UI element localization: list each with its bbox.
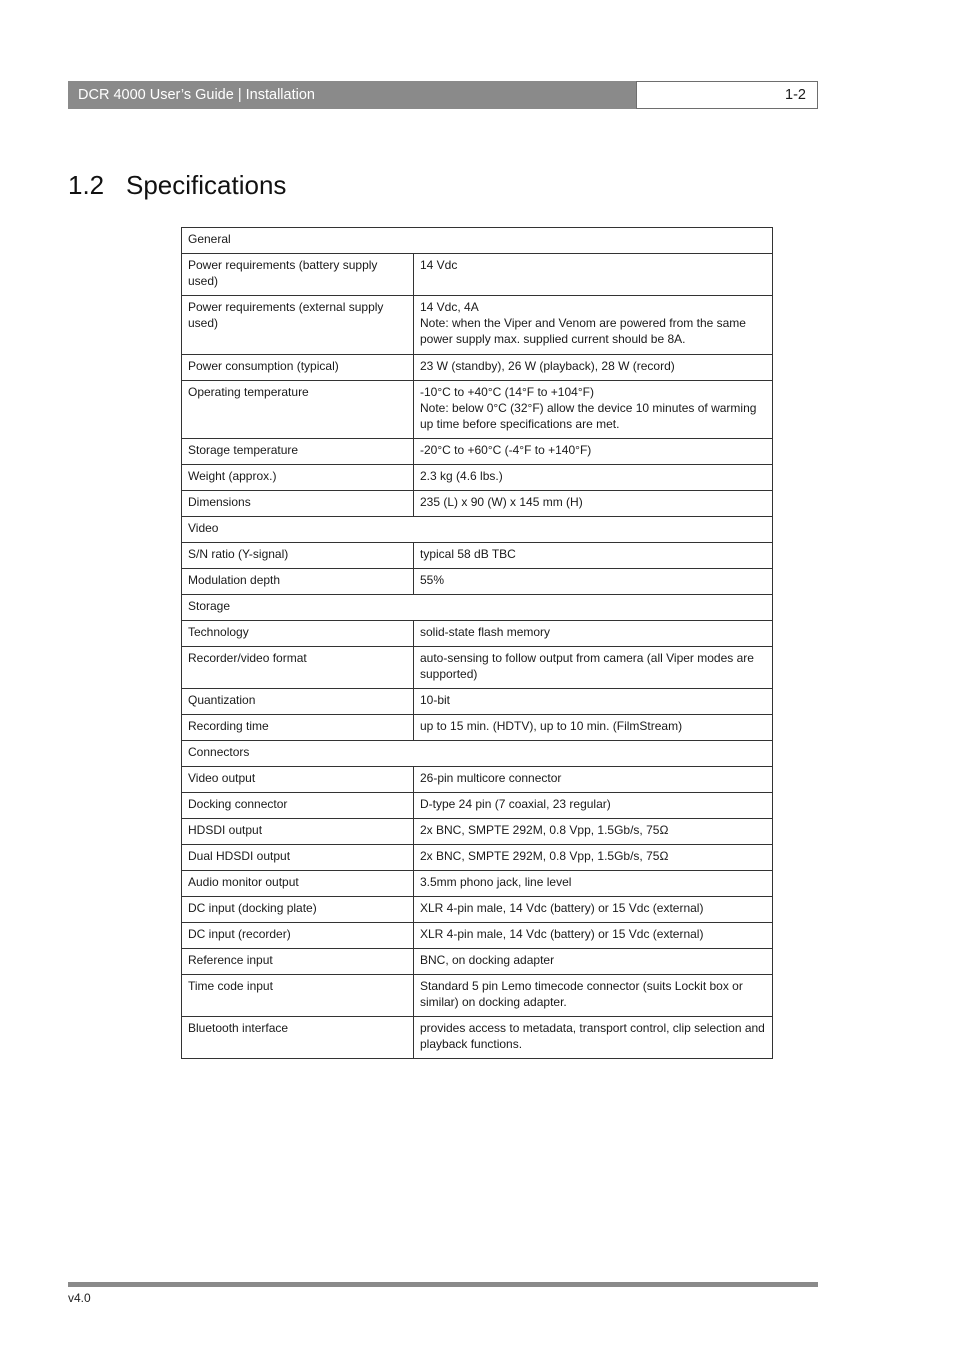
spec-value: -10°C to +40°C (14°F to +104°F) Note: below 0°C (32°F) allow the device 10 minutes of warming up time before specifications are met. [414,380,773,439]
table-group-header [182,741,773,767]
table-row [182,845,773,871]
spec-value: -20°C to +60°C (-4°F to +140°F) [414,439,773,465]
table-row [182,923,773,949]
spec-label: Power requirements (battery supply used) [182,254,414,296]
spec-label: Bluetooth interface [182,1017,414,1059]
spec-label: Recorder/video format [182,647,414,689]
spec-label: Technology [182,621,414,647]
group-heading-storage: Storage [182,595,773,621]
table-row [182,296,773,355]
spec-label: DC input (recorder) [182,923,414,949]
spec-value: Standard 5 pin Lemo timecode connector (suits Lockit box or similar) on docking adapter. [414,975,773,1017]
table-row [182,254,773,296]
table-row [182,647,773,689]
table-row [182,491,773,517]
spec-value: D-type 24 pin (7 coaxial, 23 regular) [414,793,773,819]
spec-value: 2.3 kg (4.6 lbs.) [414,465,773,491]
spec-value: 3.5mm phono jack, line level [414,871,773,897]
spec-value: 14 Vdc, 4A Note: when the Viper and Venom are powered from the same power supply max. supplied current should be 8A. [414,296,773,355]
spec-label: Time code input [182,975,414,1017]
section-number: 1.2 [68,170,105,200]
table-row [182,715,773,741]
spec-label: Quantization [182,689,414,715]
table-row [182,380,773,439]
table-row [182,439,773,465]
spec-value: XLR 4-pin male, 14 Vdc (battery) or 15 Vdc (external) [414,897,773,923]
table-row [182,689,773,715]
spec-value: up to 15 min. (HDTV), up to 10 min. (FilmStream) [414,715,773,741]
spec-value: 2x BNC, SMPTE 292M, 0.8 Vpp, 1.5Gb/s, 75Ω [414,819,773,845]
spec-value: 2x BNC, SMPTE 292M, 0.8 Vpp, 1.5Gb/s, 75Ω [414,845,773,871]
spec-value: auto-sensing to follow output from camera (all Viper modes are supported) [414,647,773,689]
spec-label: Video output [182,767,414,793]
spec-label: Audio monitor output [182,871,414,897]
table-row [182,897,773,923]
spec-label: Reference input [182,949,414,975]
spec-label: Recording time [182,715,414,741]
spec-label: Dual HDSDI output [182,845,414,871]
table-row [182,793,773,819]
table-group-header [182,517,773,543]
group-heading-video: Video [182,517,773,543]
header-title: DCR 4000 User’s Guide | Installation [68,81,636,109]
table-row [182,949,773,975]
page-header [68,81,818,109]
spec-value: 10-bit [414,689,773,715]
table-row [182,819,773,845]
spec-value: solid-state flash memory [414,621,773,647]
table-group-header [182,228,773,254]
table-row [182,569,773,595]
section-heading [68,170,286,201]
table-row [182,975,773,1017]
group-heading-general: General [182,228,773,254]
spec-value: 23 W (standby), 26 W (playback), 28 W (record) [414,354,773,380]
spec-value: provides access to metadata, transport control, clip selection and playback functions. [414,1017,773,1059]
spec-value: 235 (L) x 90 (W) x 145 mm (H) [414,491,773,517]
document-version: v4.0 [68,1291,91,1305]
spec-label: Storage temperature [182,439,414,465]
table-row [182,543,773,569]
table-row [182,354,773,380]
spec-label: Dimensions [182,491,414,517]
spec-label: Power requirements (external supply used) [182,296,414,355]
spec-value: XLR 4-pin male, 14 Vdc (battery) or 15 Vdc (external) [414,923,773,949]
table-row [182,871,773,897]
spec-value: 26-pin multicore connector [414,767,773,793]
spec-label: Operating temperature [182,380,414,439]
spec-value: typical 58 dB TBC [414,543,773,569]
group-heading-connectors: Connectors [182,741,773,767]
table-row [182,1017,773,1059]
spec-label: Modulation depth [182,569,414,595]
spec-label: S/N ratio (Y-signal) [182,543,414,569]
page-number: 1-2 [636,81,818,109]
spec-label: Weight (approx.) [182,465,414,491]
table-group-header [182,595,773,621]
spec-value: BNC, on docking adapter [414,949,773,975]
spec-label: DC input (docking plate) [182,897,414,923]
spec-label: Docking connector [182,793,414,819]
table-row [182,465,773,491]
specifications-table [181,227,773,1059]
footer-divider [68,1282,818,1287]
section-title: Specifications [126,170,287,200]
spec-label: HDSDI output [182,819,414,845]
table-row [182,621,773,647]
table-row [182,767,773,793]
spec-value: 14 Vdc [414,254,773,296]
spec-label: Power consumption (typical) [182,354,414,380]
spec-value: 55% [414,569,773,595]
